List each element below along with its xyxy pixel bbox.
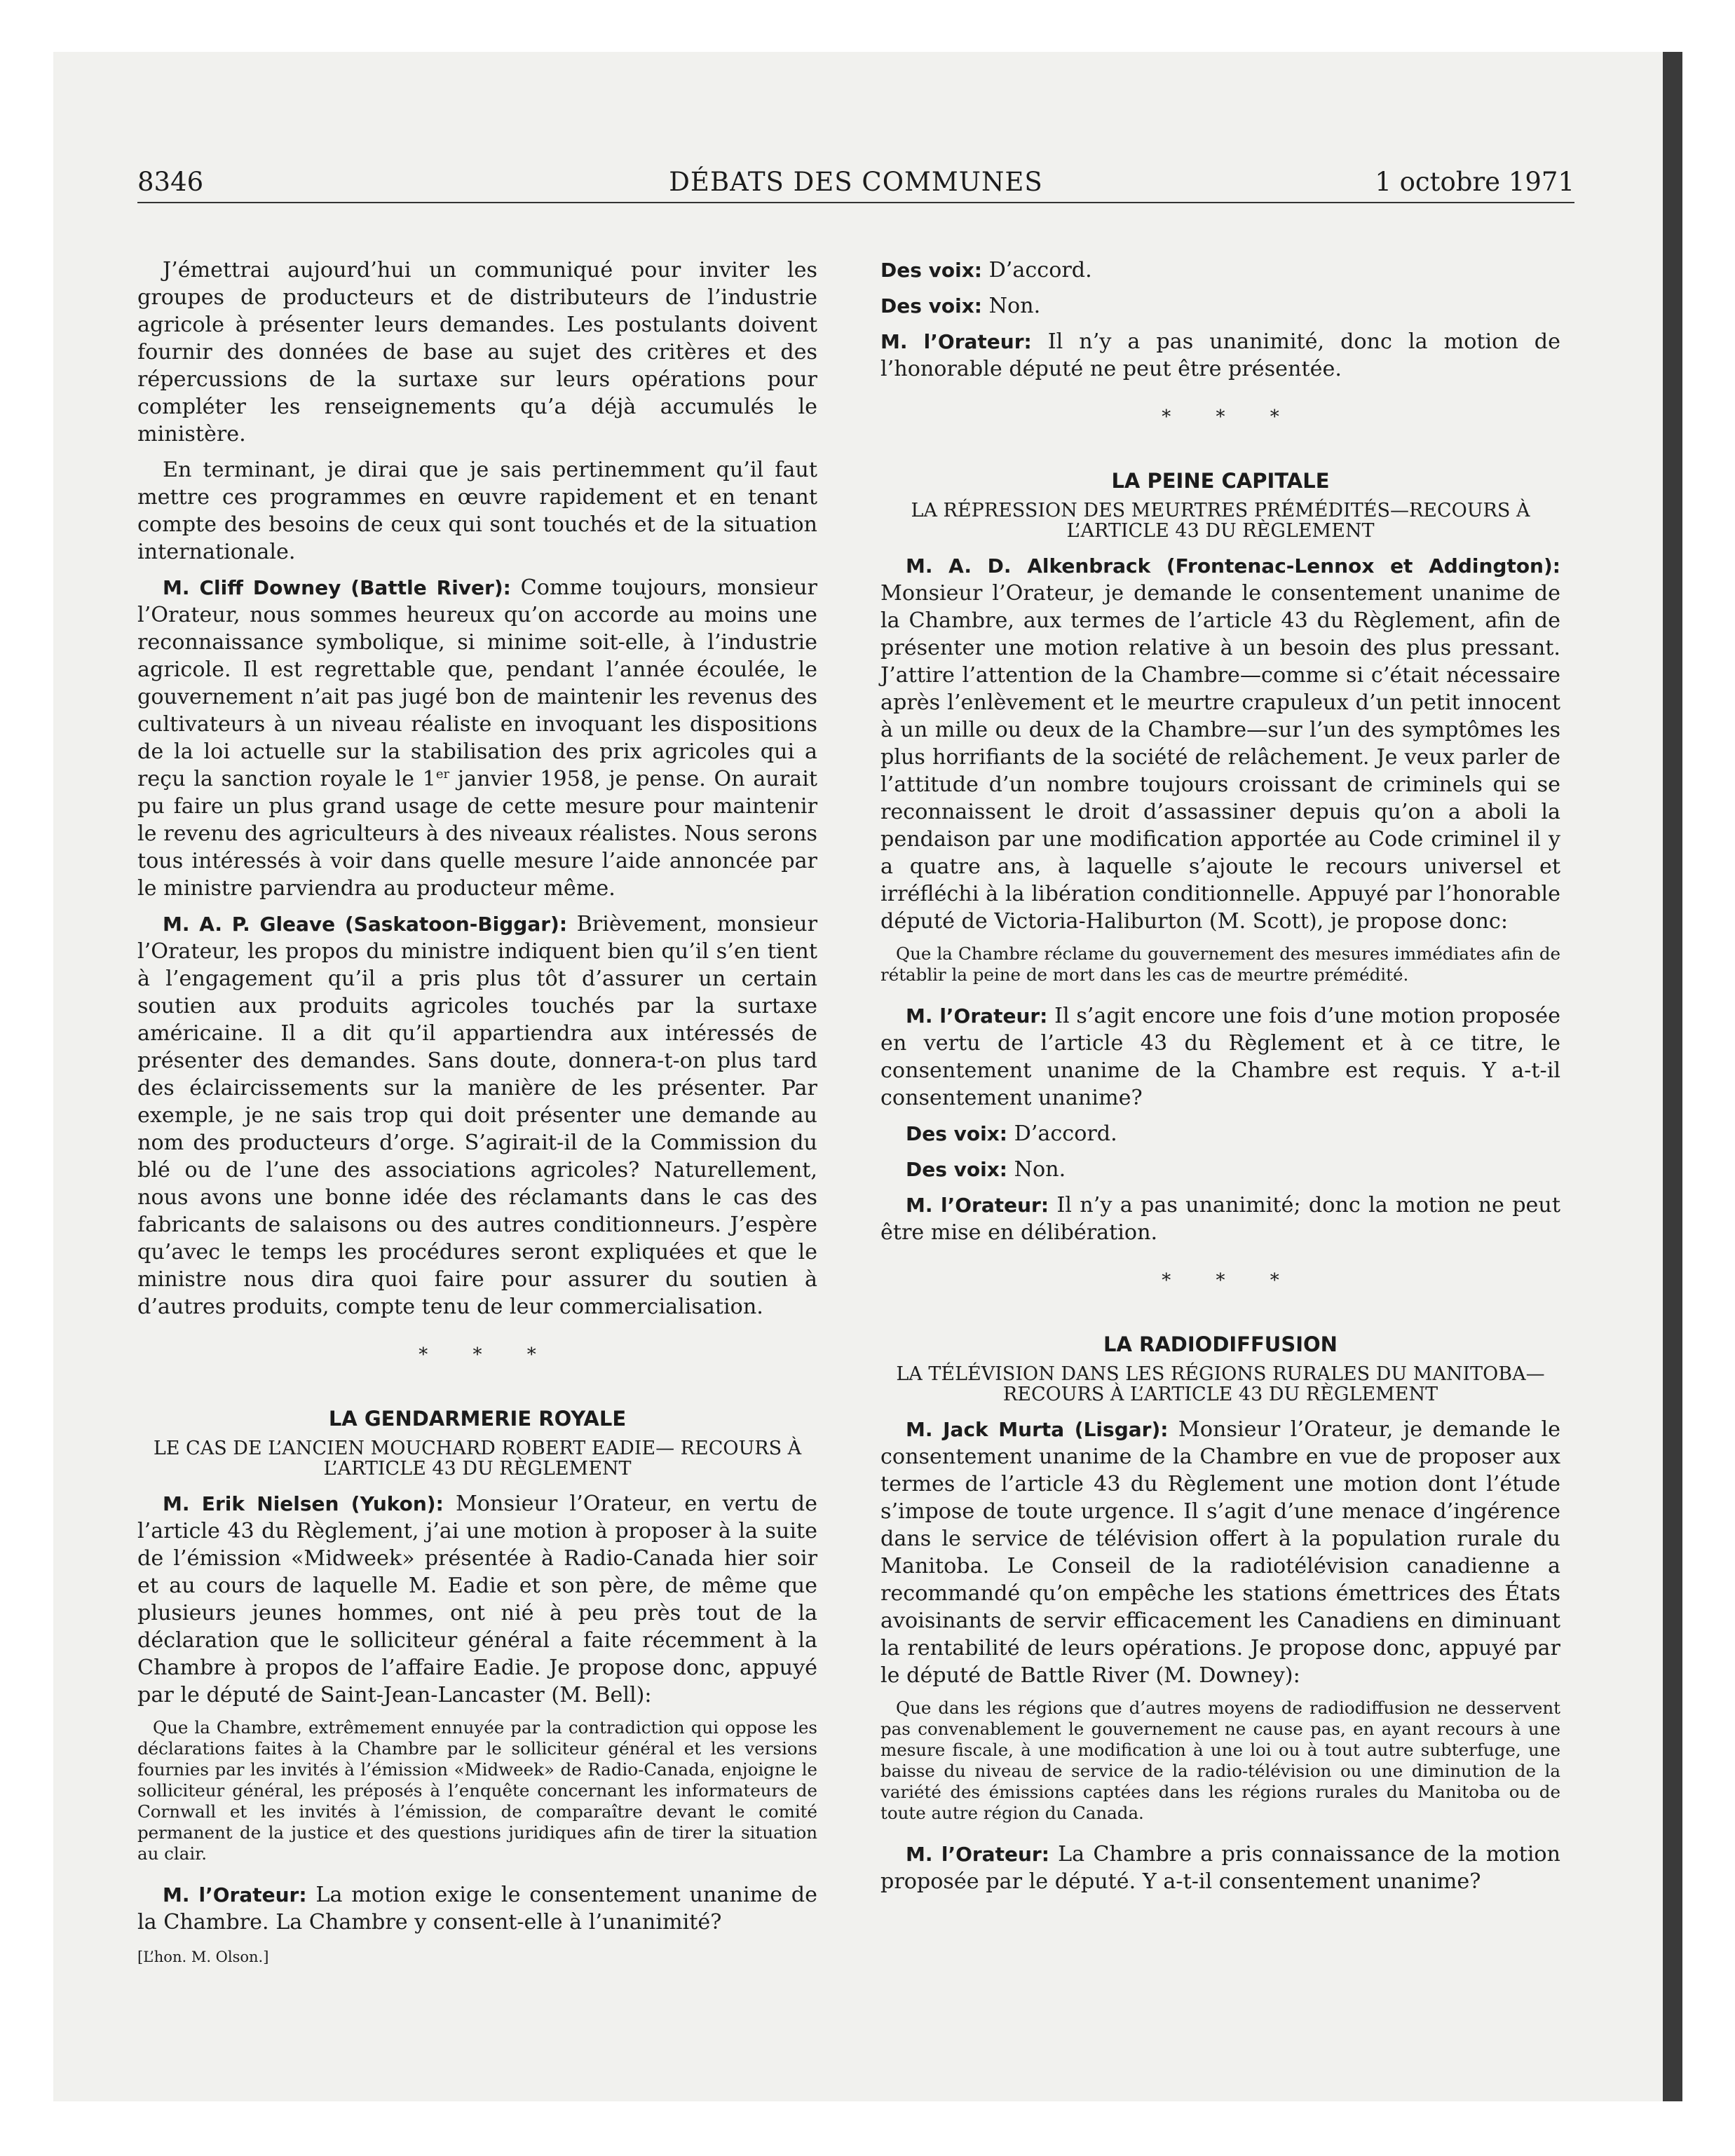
speech-text: D’accord.: [982, 258, 1092, 282]
running-header: [137, 168, 1574, 203]
speech-text: Non.: [1007, 1157, 1066, 1182]
speaker-name: M. Erik Nielsen (Yukon):: [163, 1492, 444, 1515]
speech-text: Comme toujours, monsieur l’Orateur, nous sommes heureux qu’on accorde au moins une reconnaissance symbolique, si minime soit-elle, à l’industrie agricole. Il est regrettable que, pendant l’année écoulée, le gouvernement n’ait pas jugé bon de maintenir les revenus des cultivateurs à un niveau réaliste en invoquant les dispositions de la loi actuelle sur la stabilisation des prix agricoles qui a reçu la sanction royale le 1: [137, 575, 817, 791]
speech-text: D’accord.: [1007, 1121, 1117, 1146]
speech: [880, 292, 1560, 320]
speaker-name: M. Jack Murta (Lisgar):: [906, 1418, 1169, 1441]
continuation-marker: [L’hon. M. Olson.]: [137, 1949, 269, 1965]
motion-text: Que la Chambre réclame du gouvernement des mesures immédiates afin de rétablir la peine de mort dans les cas de meurtre prémédité.: [880, 943, 1560, 985]
publication-title: DÉBATS DES COMMUNES: [669, 167, 1043, 197]
speech-text: Monsieur l’Orateur, en vertu de l’article 43 du Règlement, j’ai une motion à proposer à la suite de l’émission «Midweek» présentée à Radio-Canada hier soir et au cours de laquelle M. Eadie et son père, de même que plusieurs jeunes hommes, ont nié à peu près tout de la déclaration que le solliciteur général a faite récemment à la Chambre à propos de l’affaire Eadie. Je propose donc, appuyé par le député de Saint-Jean-Lancaster (M. Bell):: [137, 1492, 817, 1707]
speech: [880, 328, 1560, 383]
issue-date: 1 octobre 1971: [1375, 167, 1574, 197]
speaker-name: M. Cliff Downey (Battle River):: [163, 576, 511, 599]
section-heading: LA PEINE CAPITALE: [1111, 469, 1330, 493]
speaker-name: M. l’Orateur:: [880, 330, 1032, 353]
superscript: er: [435, 766, 450, 782]
speaker-name: M. l’Orateur:: [906, 1194, 1049, 1217]
speech-text: Monsieur l’Orateur, je demande le consentement unanime de la Chambre, aux termes de l’article 43 du Règlement, afin de présenter une motion relative à un besoin des plus pressant. J’attire l’attention de la Chambre—comme si c’était nécessaire après l’enlèvement et le meurtre crapuleux d’un petit innocent à un mille ou deux de la Chambre—sur l’un des symptômes les plus horrifiants de la société de relâchement. Je veux parler de l’attitude d’un nombre toujours croissant de criminels qui se reconnaissent le droit d’assassiner depuis qu’on a aboli la pendaison par une modification apportée au Code criminel il y a quatre ans, à laquelle s’ajoute le recours universel et irréfléchi à la libération conditionnelle. Appuyé par l’honorable député de Victoria-Haliburton (M. Scott), je propose donc:: [880, 581, 1560, 934]
speech-text: La Chambre a pris connaissance de la motion proposée par le député. Y a-t-il consentement unanime?: [880, 1842, 1560, 1894]
right-column: [880, 257, 1560, 1904]
section-subheading: LA RÉPRESSION DES MEURTRES PRÉMÉDITÉS—RECOURS À L’ARTICLE 43 DU RÈGLEMENT: [911, 500, 1530, 542]
section-subheading: LA TÉLÉVISION DANS LES RÉGIONS RURALES DU MANITOBA—RECOURS À L’ARTICLE 43 DU RÈGLEMENT: [896, 1363, 1545, 1405]
left-column: [137, 257, 817, 1965]
speaker-name: Des voix:: [906, 1122, 1007, 1145]
speech: [880, 1156, 1560, 1183]
speech: [137, 1881, 817, 1936]
speaker-name: M. A. D. Alkenbrack (Frontenac-Lennox et Addington):: [906, 554, 1560, 578]
section-subheading: LE CAS DE L’ANCIEN MOUCHARD ROBERT EADIE— RECOURS À L’ARTICLE 43 DU RÈGLEMENT: [153, 1438, 802, 1480]
speech-text: Non.: [982, 294, 1041, 318]
scan-edge: [1663, 52, 1682, 2101]
paragraph: J’émettrai aujourd’hui un communiqué pour inviter les groupes de producteurs et de distributeurs de l’industrie agricole à présenter leurs demandes. Les postulants doivent fournir des données de base au sujet des critères et des répercussions de la surtaxe sur leurs opérations pour compléter les renseignements qu’a déjà accumulés le ministère.: [137, 258, 817, 446]
speech: [880, 1416, 1560, 1689]
motion-text: Que la Chambre, extrêmement ennuyée par la contradiction qui oppose les déclarations faites à la Chambre par le solliciteur général et les versions fournies par les invités à l’émission «Midweek» de Radio-Canada, enjoigne le solliciteur général, les préposés à l’enquête concernant les informateurs de Cornwall et les invités à l’émission, de comparaître devant le comité permanent de la justice et des questions juridiques afin de tirer la situation au clair.: [137, 1717, 817, 1864]
speech: [137, 910, 817, 1321]
page-number: 8346: [137, 167, 204, 197]
speech-text: La motion exige le consentement unanime de la Chambre. La Chambre y consent-elle à l’unanimité?: [137, 1883, 817, 1935]
speech: [880, 1841, 1560, 1895]
speech-text: Il n’y a pas unanimité; donc la motion ne peut être mise en délibération.: [880, 1193, 1560, 1245]
speaker-name: M. A. P. Gleave (Saskatoon-Biggar):: [163, 913, 568, 936]
speech-text: Brièvement, monsieur l’Orateur, les propos du ministre indiquent bien qu’il s’en tient à l’engagement qu’il a pris plus tôt d’assurer un certain soutien aux produits agricoles touchés par la surtaxe américaine. Il a dit qu’il appartiendra aux intéressés de présenter des demandes. Sans doute, donnera-t-on plus tard des éclaircissements sur la manière de les présenter. Par exemple, je ne sais trop qui doit présenter une demande au nom des producteurs d’orge. S’agirait-il de la Commission du blé ou de l’une des associations agricoles? Naturellement, nous avons une bonne idée des réclamants dans le cas des fabricants de salaisons ou des autres conditionneurs. J’espère qu’avec le temps les procédures seront expliquées et que le ministre nous dira quoi faire pour assurer du soutien à d’autres produits, compte tenu de leur commercialisation.: [137, 912, 818, 1319]
section-separator: * * *: [1162, 407, 1299, 428]
speaker-name: M. l’Orateur:: [163, 1883, 307, 1906]
speech: [880, 1120, 1560, 1147]
speech: [880, 552, 1560, 935]
section-separator: * * *: [1162, 1270, 1299, 1291]
section-separator: * * *: [419, 1344, 556, 1365]
speech: [137, 1490, 817, 1709]
speech: [880, 257, 1560, 284]
section-heading: LA GENDARMERIE ROYALE: [328, 1407, 627, 1431]
speech-text: Il n’y a pas unanimité, donc la motion de l’honorable député ne peut être présentée.: [880, 329, 1560, 381]
speech: [880, 1002, 1560, 1112]
speaker-name: M. l’Orateur:: [906, 1843, 1049, 1866]
speech-text: Monsieur l’Orateur, je demande le consentement unanime de la Chambre en vue de proposer aux termes de l’article 43 du Règlement une motion dont l’étude s’impose de toute urgence. Il s’agit d’une menace d’ingérence dans le service de télévision offert à la population rurale du Manitoba. Le Conseil de la radiotélévision canadienne a recommandé qu’on empêche les stations émettrices des États avoisinants de servir efficacement les Canadiens en diminuant la rentabilité de leurs opérations. Je propose donc, appuyé par le député de Battle River (M. Downey):: [880, 1417, 1560, 1688]
speaker-name: Des voix:: [880, 294, 982, 318]
speaker-name: M. l’Orateur:: [906, 1004, 1048, 1028]
paragraph: En terminant, je dirai que je sais pertinemment qu’il faut mettre ces programmes en œuvre rapidement et en tenant compte des besoins de ceux qui sont touchés et de la situation internationale.: [137, 458, 817, 564]
speaker-name: Des voix:: [906, 1158, 1007, 1181]
section-heading: LA RADIODIFFUSION: [1103, 1332, 1338, 1356]
speech: [880, 1192, 1560, 1246]
speech-text: janvier 1958, je pense. On aurait pu faire un plus grand usage de cette mesure pour maintenir le revenu des agriculteurs à des niveaux réalistes. Nous serons tous intéressés à voir dans quelle mesure l’aide annoncée par le ministre parviendra au producteur même.: [137, 767, 817, 901]
speaker-name: Des voix:: [880, 259, 982, 282]
motion-text: Que dans les régions que d’autres moyens de radiodiffusion ne desservent pas convenablement le gouvernement ne cause pas, en ayant recours à une mesure fiscale, à une modification à une loi ou à tout autre subterfuge, une baisse du niveau de service de la radio-télévision ou une diminution de la variété des émissions captées dans les régions rurales du Manitoba ou de toute autre région du Canada.: [880, 1698, 1560, 1823]
speech-text: Il s’agit encore une fois d’une motion proposée en vertu de l’article 43 du Règlement et à ce titre, le consentement unanime de la Chambre est requis. Y a-t-il consentement unanime?: [880, 1004, 1560, 1110]
document-page: [137, 168, 1574, 2061]
speech: [137, 574, 817, 902]
